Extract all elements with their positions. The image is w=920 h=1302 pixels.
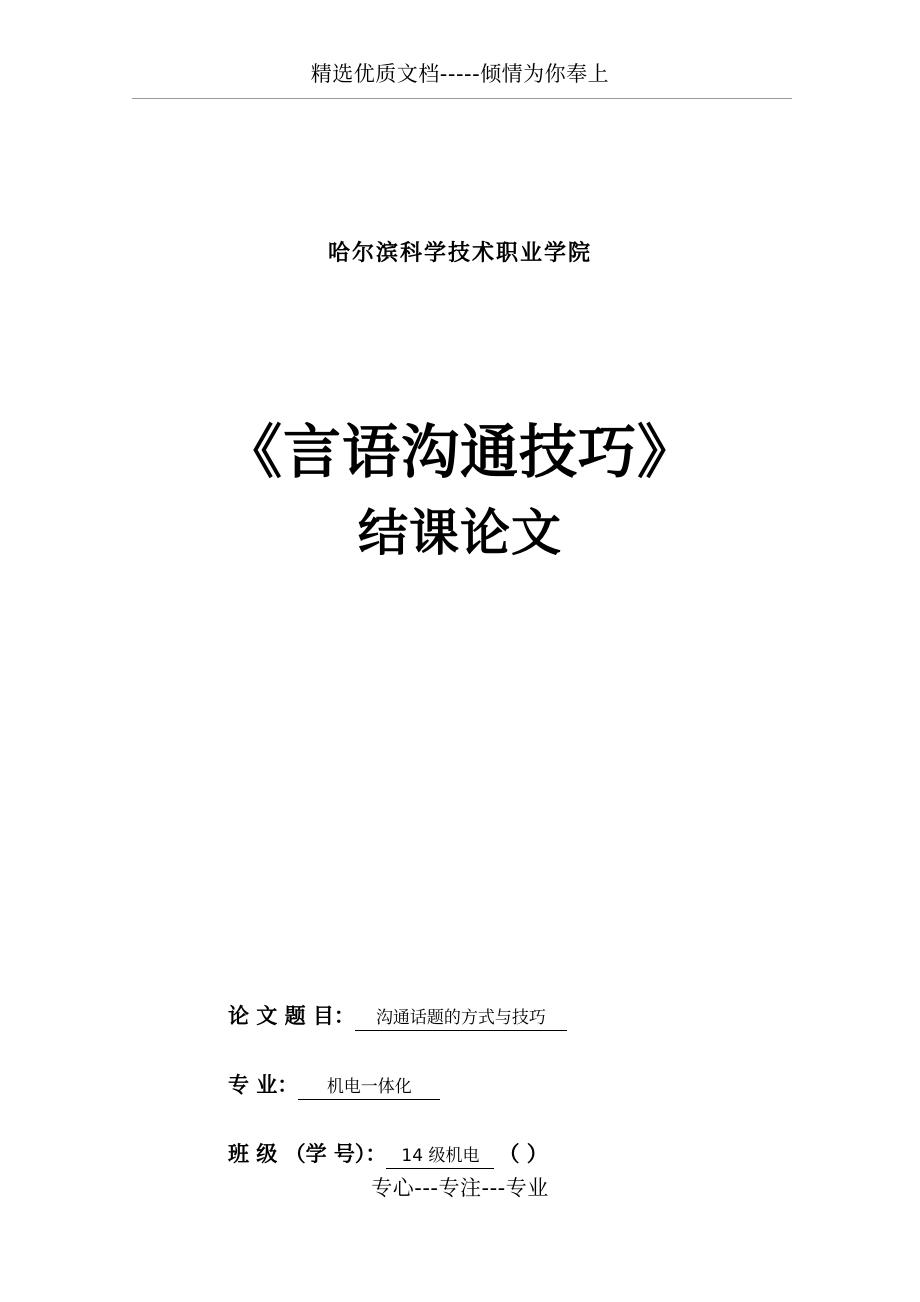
field-value-class[interactable]: 14 级机电 (386, 1141, 494, 1169)
cover-title-secondary: 结课论文 (358, 504, 562, 562)
cover-title-primary: 《言语沟通技巧》 (223, 418, 696, 486)
institution-name: 哈尔滨科学技术职业学院 (327, 240, 592, 266)
field-label-major: 专 业： (228, 1073, 299, 1097)
header-note: 精选优质文档-----倾情为你奉上 (310, 62, 610, 86)
field-value-topic[interactable]: 沟通话题的方式与技巧 (355, 1003, 567, 1031)
field-row-class (228, 1138, 828, 1169)
field-tail-class: （ ） (498, 1142, 548, 1166)
cover-title-block (0, 415, 920, 569)
field-label-class: 班 级 （学 号）： (228, 1142, 387, 1166)
footer-slogan: 专心---专注---专业 (371, 1176, 549, 1200)
header-divider (132, 98, 792, 99)
field-row-major (228, 1069, 828, 1100)
field-row-topic (228, 1000, 828, 1031)
field-value-major[interactable]: 机电一体化 (298, 1072, 440, 1100)
field-label-topic: 论 文 题 目： (228, 1004, 355, 1028)
